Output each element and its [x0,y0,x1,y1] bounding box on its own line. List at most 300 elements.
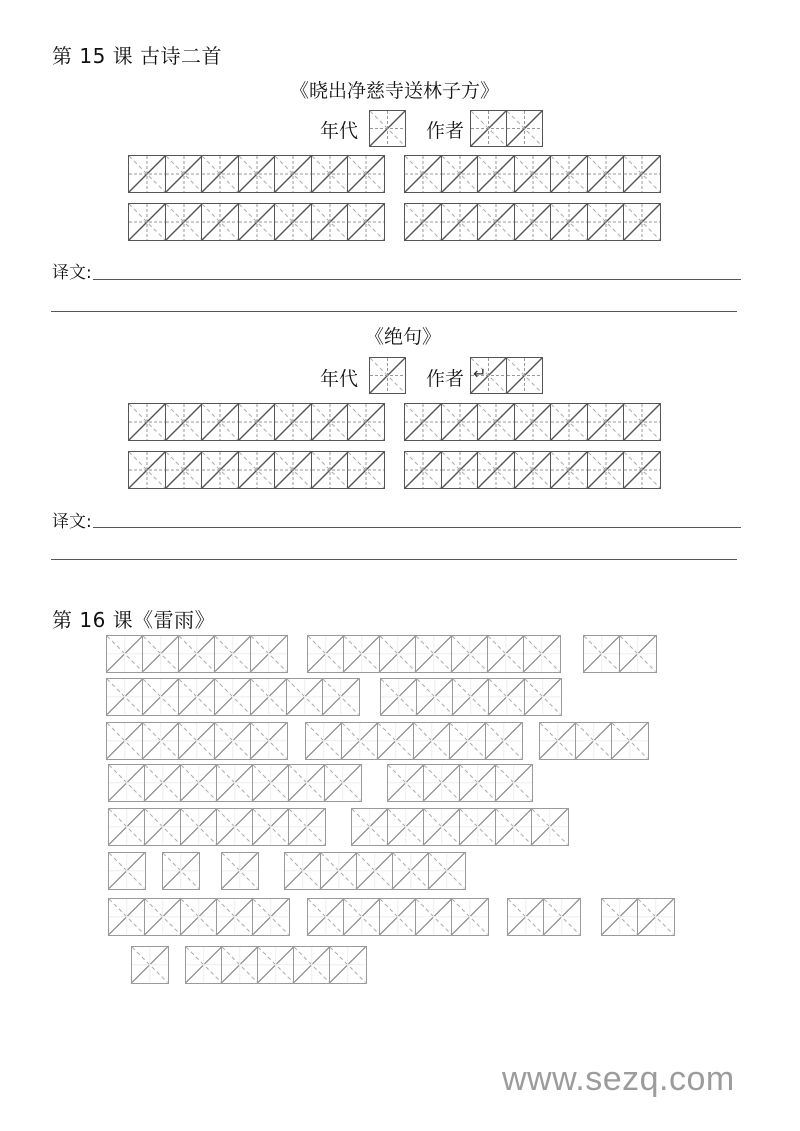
character-box[interactable] [238,451,276,489]
grid-guide-icon [405,156,441,192]
grid-guide-icon [624,156,660,192]
grid-guide-icon [145,809,181,845]
grid-guide-icon [132,947,168,983]
grid-guide-icon [166,156,202,192]
grid-guide-icon [289,809,325,845]
lesson-16-row-7-group-1[interactable] [108,898,288,936]
grid-guide-icon [507,358,542,393]
character-box[interactable] [274,451,312,489]
grid-guide-icon [107,723,143,759]
grid-guide-icon [620,636,656,672]
grid-guide-icon [143,636,179,672]
character-box[interactable] [106,678,144,716]
character-box[interactable] [487,635,525,673]
grid-guide-icon [452,636,488,672]
character-box[interactable] [288,808,326,846]
grid-guide-icon [325,765,361,801]
character-box[interactable] [404,451,442,489]
character-box[interactable] [587,403,625,441]
character-box[interactable] [477,203,515,241]
lesson-16-row-8-group-1[interactable] [131,946,167,984]
character-box[interactable] [201,155,239,193]
grid-guide-icon [348,404,384,440]
grid-guide-icon [275,404,311,440]
grid-guide-icon [515,156,551,192]
poem-2-author-label: 作者 [426,368,465,390]
grid-guide-icon [638,899,674,935]
character-box[interactable] [324,764,362,802]
grid-guide-icon [348,204,384,240]
character-box[interactable] [369,110,406,147]
character-box[interactable] [142,678,180,716]
poem-1-line-2-second-half[interactable] [404,203,660,241]
grid-guide-icon [478,452,514,488]
character-box[interactable] [307,898,345,936]
character-box[interactable] [477,155,515,193]
character-box[interactable] [216,898,254,936]
grid-guide-icon [217,809,253,845]
character-box[interactable] [108,764,146,802]
lesson-16-row-7-group-2[interactable] [307,898,487,936]
character-box[interactable] [165,203,203,241]
character-box[interactable] [550,403,588,441]
grid-guide-icon [217,899,253,935]
grid-guide-icon [239,452,275,488]
grid-guide-icon [442,452,478,488]
grid-guide-icon [253,809,289,845]
character-box[interactable] [441,451,479,489]
character-box[interactable] [201,203,239,241]
grid-guide-icon [109,765,145,801]
grid-guide-icon [166,204,202,240]
character-box[interactable] [550,451,588,489]
grid-guide-icon [312,204,348,240]
character-box[interactable] [128,203,166,241]
grid-guide-icon [496,809,532,845]
grid-guide-icon [515,404,551,440]
grid-guide-icon [129,452,165,488]
grid-guide-icon [215,679,251,715]
character-box[interactable] [238,155,276,193]
grid-guide-icon [251,679,287,715]
grid-guide-icon [306,723,342,759]
character-box[interactable] [274,403,312,441]
character-box[interactable] [106,722,144,760]
poem-1-line-1-second-half[interactable] [404,155,660,193]
poem-2-line-2-first-half[interactable] [128,451,384,489]
grid-guide-icon [357,853,393,889]
grid-guide-icon [107,636,143,672]
grid-guide-icon [551,204,587,240]
character-box[interactable] [347,203,385,241]
character-box[interactable] [514,155,552,193]
grid-guide-icon [515,452,551,488]
grid-guide-icon [143,723,179,759]
character-box[interactable] [201,403,239,441]
grid-guide-icon [551,404,587,440]
character-box[interactable] [305,722,343,760]
character-box[interactable] [250,678,288,716]
character-box[interactable] [165,155,203,193]
poem-2-translation-label: 译文: [52,512,92,532]
poem-2-line-1-second-half[interactable] [404,403,660,441]
character-box[interactable] [185,946,223,984]
character-box[interactable] [286,678,324,716]
character-box[interactable] [250,635,288,673]
character-box[interactable] [379,898,417,936]
character-box[interactable] [611,722,649,760]
character-box[interactable] [415,898,453,936]
character-box[interactable] [221,946,259,984]
grid-guide-icon [424,765,460,801]
character-box[interactable] [392,852,430,890]
grid-guide-icon [378,723,414,759]
character-box[interactable] [495,808,533,846]
grid-guide-icon [478,156,514,192]
character-box[interactable] [221,852,259,890]
character-box[interactable] [165,451,203,489]
character-box[interactable] [477,403,515,441]
character-box[interactable] [128,155,166,193]
character-box[interactable] [347,155,385,193]
character-box[interactable] [623,155,661,193]
grid-guide-icon [471,111,506,146]
character-box[interactable] [216,808,254,846]
character-box[interactable] [108,808,146,846]
character-box[interactable] [144,808,182,846]
character-box[interactable] [477,451,515,489]
character-box[interactable] [514,403,552,441]
character-box[interactable] [451,635,489,673]
character-box[interactable] [416,678,454,716]
grid-guide-icon [287,679,323,715]
character-box[interactable] [178,635,216,673]
character-box[interactable] [523,635,561,673]
character-box[interactable] [238,403,276,441]
lesson-16-row-6-group-3[interactable] [221,852,257,890]
poem-2-translation-line-1[interactable] [93,527,741,528]
poem-1-line-1-first-half[interactable] [128,155,384,193]
character-box[interactable] [320,852,358,890]
character-box[interactable] [322,678,360,716]
grid-guide-icon [215,636,251,672]
lesson-16-row-1-group-1[interactable] [106,635,286,673]
grid-guide-icon [424,809,460,845]
grid-guide-icon [393,853,429,889]
character-box[interactable] [311,451,349,489]
poem-2-title: 《绝句》 [365,326,442,348]
character-box[interactable] [144,764,182,802]
lesson-16-row-5-group-1[interactable] [108,808,324,846]
character-box[interactable] [293,946,331,984]
character-box[interactable] [180,808,218,846]
character-box[interactable] [307,635,345,673]
grid-guide-icon [405,204,441,240]
lesson-16-row-4-group-1[interactable] [108,764,360,802]
character-box[interactable] [162,852,200,890]
lesson-16-row-7-group-3[interactable] [507,898,579,936]
lesson-16-row-6-group-1[interactable] [108,852,144,890]
character-box[interactable] [250,722,288,760]
poem-1-era-boxes[interactable] [369,110,405,147]
grid-guide-icon [239,204,275,240]
grid-guide-icon [450,723,486,759]
character-box[interactable] [485,722,523,760]
poem-1-author-boxes[interactable] [470,110,541,147]
grid-guide-icon [129,404,165,440]
poem-1-translation-line-2[interactable] [51,311,737,312]
grid-guide-icon [584,636,620,672]
character-box[interactable] [343,898,381,936]
character-box[interactable] [128,451,166,489]
character-box[interactable] [451,898,489,936]
grid-guide-icon [312,404,348,440]
character-box[interactable] [543,898,581,936]
grid-guide-icon [489,679,525,715]
character-box[interactable] [583,635,621,673]
lesson-16-row-2-group-1[interactable] [106,678,358,716]
character-box[interactable] [531,808,569,846]
character-box[interactable] [106,635,144,673]
character-box[interactable] [452,678,490,716]
character-box[interactable] [619,635,657,673]
character-box[interactable] [514,203,552,241]
character-box[interactable] [495,764,533,802]
character-box[interactable] [377,722,415,760]
grid-guide-icon [109,899,145,935]
character-box[interactable] [488,678,526,716]
character-box[interactable] [178,722,216,760]
character-box[interactable] [288,764,326,802]
character-box[interactable] [601,898,639,936]
character-box[interactable] [441,203,479,241]
character-box[interactable] [180,764,218,802]
grid-guide-icon [348,452,384,488]
grid-guide-icon [289,765,325,801]
character-box[interactable] [380,678,418,716]
character-box[interactable] [623,451,661,489]
character-box[interactable] [637,898,675,936]
grid-guide-icon [166,452,202,488]
grid-guide-icon [417,679,453,715]
grid-guide-icon [129,204,165,240]
grid-guide-icon [344,899,380,935]
lesson-16-row-1-group-3[interactable] [583,635,655,673]
grid-guide-icon [588,404,624,440]
character-box[interactable] [142,722,180,760]
character-box[interactable] [257,946,295,984]
lesson-15-title: 第 15 课 古诗二首 [52,44,223,68]
character-box[interactable] [356,852,394,890]
character-box[interactable] [506,110,543,147]
grid-guide-icon [380,636,416,672]
character-box[interactable] [575,722,613,760]
lesson-16-row-6-group-4[interactable] [284,852,464,890]
lesson-16-row-3-group-3[interactable] [539,722,647,760]
poem-2-translation-line-2[interactable] [51,559,737,560]
character-box[interactable] [201,451,239,489]
grid-guide-icon [442,204,478,240]
character-box[interactable] [178,678,216,716]
grid-guide-icon [414,723,450,759]
character-box[interactable] [470,357,507,394]
character-box[interactable] [423,808,461,846]
lesson-16-row-5-group-2[interactable] [351,808,567,846]
character-box[interactable] [423,764,461,802]
grid-guide-icon [588,204,624,240]
grid-guide-icon [179,723,215,759]
grid-guide-icon [107,679,143,715]
grid-guide-icon [488,636,524,672]
character-box[interactable] [550,203,588,241]
character-box[interactable] [347,403,385,441]
character-box[interactable] [539,722,577,760]
poem-2-line-2-second-half[interactable] [404,451,660,489]
character-box[interactable] [351,808,389,846]
character-box[interactable] [623,203,661,241]
character-box[interactable] [274,155,312,193]
character-box[interactable] [214,722,252,760]
character-box[interactable] [347,451,385,489]
character-box[interactable] [311,155,349,193]
grid-guide-icon [588,452,624,488]
character-box[interactable] [216,764,254,802]
lesson-16-row-6-group-2[interactable] [162,852,198,890]
character-box[interactable] [369,357,406,394]
character-box[interactable] [587,451,625,489]
character-box[interactable] [449,722,487,760]
poem-2-author-boxes[interactable] [470,357,541,394]
grid-guide-icon [222,853,258,889]
character-box[interactable] [108,852,146,890]
poem-1-translation-line-1[interactable] [93,279,741,280]
grid-guide-icon [285,853,321,889]
grid-guide-icon [129,156,165,192]
character-box[interactable] [428,852,466,890]
character-box[interactable] [311,403,349,441]
character-box[interactable] [343,635,381,673]
character-box[interactable] [144,898,182,936]
lesson-16-row-3-group-1[interactable] [106,722,286,760]
grid-guide-icon [202,204,238,240]
character-box[interactable] [441,403,479,441]
character-box[interactable] [441,155,479,193]
grid-guide-icon [525,679,561,715]
poem-2-era-boxes[interactable] [369,357,405,394]
character-box[interactable] [131,946,169,984]
character-box[interactable] [507,898,545,936]
character-box[interactable] [404,403,442,441]
grid-guide-icon [348,156,384,192]
character-box[interactable] [587,155,625,193]
grid-guide-icon [308,636,344,672]
character-box[interactable] [180,898,218,936]
character-box[interactable] [214,635,252,673]
grid-guide-icon [405,404,441,440]
character-box[interactable] [514,451,552,489]
grid-guide-icon [215,723,251,759]
character-box[interactable] [506,357,543,394]
character-box[interactable] [214,678,252,716]
character-box[interactable] [238,203,276,241]
lesson-16-row-1-group-2[interactable] [307,635,559,673]
grid-guide-icon [330,947,366,983]
grid-guide-icon [239,404,275,440]
character-box[interactable] [284,852,322,890]
character-box[interactable] [587,203,625,241]
character-box[interactable] [623,403,661,441]
character-box[interactable] [128,403,166,441]
grid-guide-icon [179,679,215,715]
grid-guide-icon [202,156,238,192]
character-box[interactable] [413,722,451,760]
grid-guide-icon [308,899,344,935]
grid-guide-icon [524,636,560,672]
character-box[interactable] [387,764,425,802]
grid-guide-icon [452,899,488,935]
character-box[interactable] [341,722,379,760]
grid-guide-icon [181,765,217,801]
poem-2-line-1-first-half[interactable] [128,403,384,441]
character-box[interactable] [550,155,588,193]
character-box[interactable] [274,203,312,241]
grid-guide-icon [388,765,424,801]
grid-guide-icon [540,723,576,759]
watermark: www.sezq.com [502,1060,735,1098]
character-box[interactable] [470,110,507,147]
character-box[interactable] [415,635,453,673]
grid-guide-icon [145,899,181,935]
character-box[interactable] [387,808,425,846]
character-box[interactable] [252,898,290,936]
grid-guide-icon [344,636,380,672]
character-box[interactable] [459,764,497,802]
grid-guide-icon [258,947,294,983]
poem-1-author-label: 作者 [426,120,465,142]
character-box[interactable] [108,898,146,936]
lesson-16-row-4-group-2[interactable] [387,764,531,802]
character-box[interactable] [252,764,290,802]
lesson-16-row-8-group-2[interactable] [185,946,365,984]
grid-guide-icon [508,899,544,935]
grid-guide-icon [507,111,542,146]
character-box[interactable] [379,635,417,673]
character-box[interactable] [404,155,442,193]
grid-guide-icon [186,947,222,983]
grid-guide-icon [551,452,587,488]
character-box[interactable] [524,678,562,716]
grid-guide-icon [179,636,215,672]
grid-guide-icon [624,452,660,488]
character-box[interactable] [329,946,367,984]
character-box[interactable] [142,635,180,673]
lesson-16-row-3-group-2[interactable] [305,722,521,760]
character-box[interactable] [311,203,349,241]
grid-guide-icon [388,809,424,845]
poem-1-line-2-first-half[interactable] [128,203,384,241]
character-box[interactable] [165,403,203,441]
grid-guide-icon [253,765,289,801]
lesson-16-row-2-group-2[interactable] [380,678,560,716]
grid-guide-icon [370,111,405,146]
character-box[interactable] [459,808,497,846]
lesson-16-row-7-group-4[interactable] [601,898,673,936]
grid-guide-icon [145,765,181,801]
character-box[interactable] [252,808,290,846]
grid-guide-icon [275,452,311,488]
grid-guide-icon [416,899,452,935]
character-box[interactable] [404,203,442,241]
